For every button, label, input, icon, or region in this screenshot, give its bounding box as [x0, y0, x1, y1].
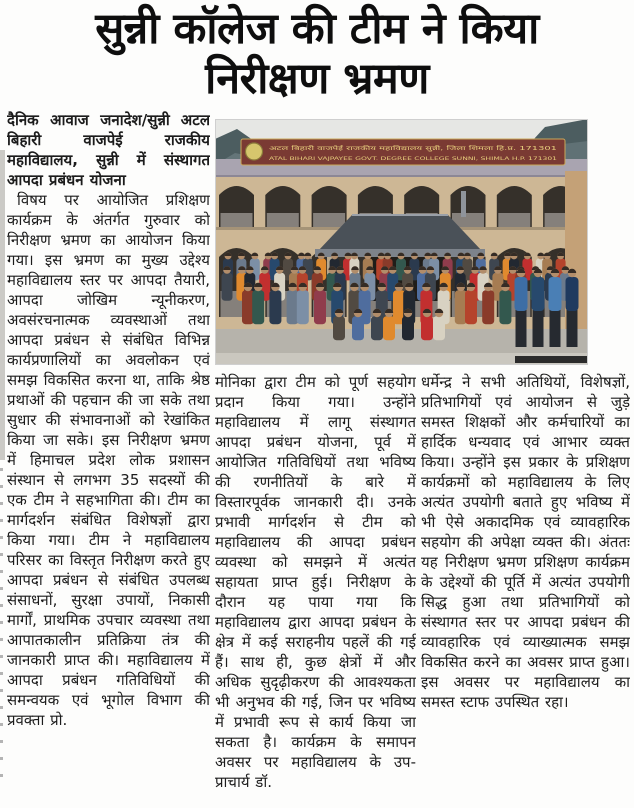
column3-text: धर्मेन्द्र ने सभी अतिथियों, विशेषज्ञों, प्रतिभागियों एवं आयोजन से जुड़े समस्त शिक्षकों और कर्मचारियों का हार्दिक धन्यवाद एवं आभार व्यक्त किया। उन्होंने इस प्रकार के प्रशिक्षण कार्यक्रमों को महाविद्यालय के लिए अत्यंत उपयोगी बताते हुए भविष्य में भी ऐसे अकादमिक एवं व्यावहारिक सहयोग की अपेक्षा व्यक्त की। अंततः यह निरीक्षण भ्रमण प्रशिक्षण कार्यक्रम के उद्देश्यों की पूर्ति में अत्यंत उपयोगी सिद्ध हुआ तथा प्रतिभागियों को संस्थागत स्तर पर आपदा प्रबंधन की व्यावहारिक एवं व्याख्यात्मक समझ विकसित करने का अवसर प्राप्त हुआ। इस अवसर पर महाविद्यालय का समस्त स्टाफ उपस्थित रहा।: [421, 373, 630, 711]
headline: [0, 4, 634, 104]
column1-text: विषय पर आयोजित प्रशिक्षण कार्यक्रम के अंतर्गत गुरुवार को निरीक्षण भ्रमण का आयोजन किया गया। इस भ्रमण का मुख्य उद्देश्य महाविद्यालय स्तर पर आपदा तैयारी, आपदा जोखिम न्यूनीकरण, अवसंरचनात्मक व्यवस्थाओं तथा आपदा प्रबंधन से संबंधित विभिन्न कार्यप्रणालियों का अवलोकन एवं समझ विकसित करना था, ताकि श्रेष्ठ प्रथाओं की पहचान की जा सके तथा सुधार की संभावनाओं को रेखांकित किया जा सके। इस निरीक्षण भ्रमण में हिमाचल प्रदेश लोक प्रशासन संस्थान से लगभग 35 सदस्यों की एक टीम ने सहभागिता की। टीम का मार्गदर्शन संबंधित विशेषज्ञों द्वारा किया गया। टीम ने महाविद्यालय परिसर का विस्तृत निरीक्षण करते हुए आपदा प्रबंधन से संबंधित उपलब्ध संसाधनों, सुरक्षा उपायों, निकासी मार्गों, प्राथमिक उपचार व्यवस्था तथा आपातकालीन प्रतिक्रिया तंत्र की जानकारी प्राप्त की। महाविद्यालय में आपदा प्रबंधन गतिविधियों की समन्वयक एवं भूगोल विभाग की प्रवक्ता प्रो.: [7, 191, 210, 729]
group-photo: [215, 119, 588, 365]
column2-text: मोनिका द्वारा टीम को पूर्ण सहयोग प्रदान किया गया। उन्होंने महाविद्यालय में लागू संस्थागत आपदा प्रबंधन योजना, पूर्व में आयोजित गतिविधियों तथा भविष्य की रणनीतियों के बारे में विस्तारपूर्वक जानकारी दी। उनके प्रभावी मार्गदर्शन से टीम को महाविद्यालय की आपदा प्रबंधन व्यवस्था को समझने में अत्यंत सहायता प्राप्त हुई। निरीक्षण के दौरान यह पाया गया कि महाविद्यालय द्वारा आपदा प्रबंधन के क्षेत्र में कई सराहनीय पहलें की गई हैं। साथ ही, कुछ क्षेत्रों में और अधिक सुदृढ़ीकरण की आवश्यकता भी अनुभव की गई, जिन पर भविष्य में प्रभावी रूप से कार्य किया जा सकता है। कार्यक्रम के समापन अवसर पर महाविद्यालय के उप-प्राचार्य डॉ.: [215, 373, 416, 791]
article-column-right: [421, 372, 630, 796]
scan-artifact-strip: [0, 150, 5, 460]
college-photo-svg: [215, 119, 588, 365]
scan-artifact-marks: [0, 468, 3, 790]
college-emblem-icon: [246, 143, 263, 160]
article-column-left: [7, 110, 210, 798]
article-column-middle: [215, 372, 416, 796]
photo-sign-board: [241, 139, 565, 165]
dateline: दैनिक आवाज जनादेश/सुन्नी: [7, 111, 170, 129]
sign-text-english: ATAL BIHARI VAJPAYEE GOVT. DEGREE COLLEGE SUNNI, SHIMLA H.P. 171301: [269, 157, 440, 162]
sign-text-hindi: अटल बिहारी वाजपेई राजकीय महाविद्यालय सुन्नी, जिला शिमला हि.प्र. 171301: [269, 146, 430, 152]
lead-text: अटल बिहारी वाजपेई राजकीय महाविद्यालय, सुन्नी में संस्थागत आपदा प्रबंधन योजना: [7, 111, 210, 189]
headline-line1: सुन्नी कॉलेज की टीम ने किया: [95, 4, 539, 54]
photo-bottom-bar: [515, 356, 588, 363]
headline-line2: निरीक्षण भ्रमण: [205, 54, 429, 104]
